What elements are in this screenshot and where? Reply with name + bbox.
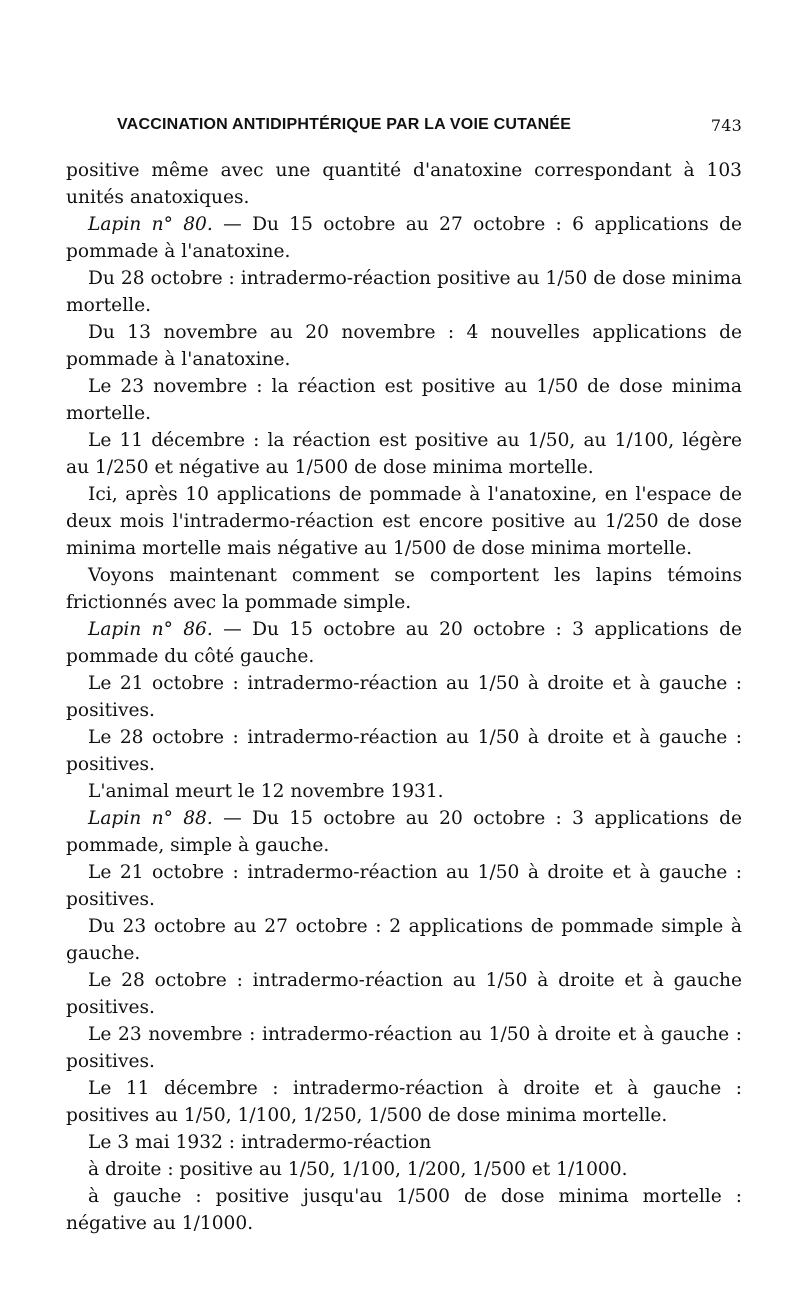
paragraph: Le 23 novembre : la réaction est positive au 1/50 de dose minima mortelle. bbox=[66, 376, 742, 424]
paragraph: Le 21 octobre : intradermo-réaction au 1/50 à droite et à gauche : positives. bbox=[66, 862, 742, 910]
paragraph: Le 11 décembre : intradermo-réaction à droite et à gauche : positives au 1/50, 1/100, 1/250, 1/500 de dose minima mortelle. bbox=[66, 1078, 742, 1126]
paragraph: à droite : positive au 1/50, 1/100, 1/200, 1/500 et 1/1000. bbox=[88, 1159, 628, 1180]
paragraph: Le 21 octobre : intradermo-réaction au 1/50 à droite et à gauche : positives. bbox=[66, 673, 742, 721]
specimen-label: Lapin n° 86. bbox=[88, 619, 213, 640]
paragraph: Le 28 octobre : intradermo-réaction au 1/50 à droite et à gauche positives. bbox=[66, 970, 742, 1018]
running-header bbox=[117, 116, 742, 140]
paragraph: Ici, après 10 applications de pommade à l'anatoxine, en l'espace de deux mois l'intradermo-réaction est encore positive au 1/250 de dose minima mortelle mais négative au 1/500 de dose minima mortelle. bbox=[66, 484, 742, 559]
paragraph: Lapin n° 80. — Du 15 octobre au 27 octobre : 6 applications de pommade à l'anatoxine. bbox=[66, 214, 742, 262]
paragraph: Du 13 novembre au 20 novembre : 4 nouvelles applications de pommade à l'anatoxine. bbox=[66, 322, 742, 370]
paragraph: Le 3 mai 1932 : intradermo-réaction bbox=[88, 1132, 432, 1153]
paragraph: à gauche : positive jusqu'au 1/500 de dose minima mortelle : négative au 1/1000. bbox=[66, 1186, 742, 1234]
page-number: 743 bbox=[710, 116, 742, 135]
paragraph: positive même avec une quantité d'anatoxine correspondant à 103 unités anatoxiques. bbox=[66, 160, 742, 208]
paragraph: Lapin n° 88. — Du 15 octobre au 20 octobre : 3 applications de pommade, simple à gauche. bbox=[66, 808, 742, 856]
paragraph: Le 28 octobre : intradermo-réaction au 1/50 à droite et à gauche : positives. bbox=[66, 727, 742, 775]
paragraph: L'animal meurt le 12 novembre 1931. bbox=[88, 781, 444, 802]
paragraph: Du 28 octobre : intradermo-réaction positive au 1/50 de dose minima mortelle. bbox=[66, 268, 742, 316]
specimen-label: Lapin n° 88. bbox=[88, 808, 213, 829]
specimen-label: Lapin n° 80. bbox=[88, 214, 213, 235]
paragraph: Le 23 novembre : intradermo-réaction au 1/50 à droite et à gauche : positives. bbox=[66, 1024, 742, 1072]
paragraph: Voyons maintenant comment se comportent les lapins témoins frictionnés avec la pommade simple. bbox=[66, 565, 742, 613]
running-title: VACCINATION ANTIDIPHTÉRIQUE PAR LA VOIE CUTANÉE bbox=[117, 116, 572, 133]
body-text bbox=[66, 157, 742, 1237]
paragraph: Lapin n° 86. — Du 15 octobre au 20 octobre : 3 applications de pommade du côté gauche. bbox=[66, 619, 742, 667]
paragraph: Le 11 décembre : la réaction est positive au 1/50, au 1/100, légère au 1/250 et négative au 1/500 de dose minima mortelle. bbox=[66, 430, 742, 478]
paragraph: Du 23 octobre au 27 octobre : 2 applications de pommade simple à gauche. bbox=[66, 916, 742, 964]
